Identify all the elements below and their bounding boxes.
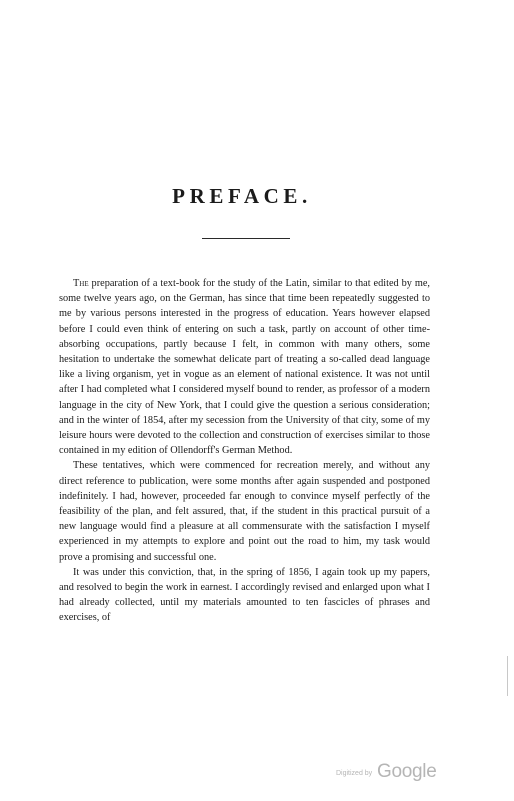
google-logo: Google: [377, 761, 437, 782]
page-title: PREFACE.: [172, 184, 312, 208]
digitization-watermark: [336, 762, 466, 784]
watermark-prefix: Digitized by: [336, 770, 373, 777]
paragraph-3: [59, 565, 430, 626]
paragraph-2: [59, 458, 430, 564]
paragraph-1: [59, 276, 430, 458]
paragraph-1-first-word: The: [73, 278, 89, 289]
paragraph-3-text: It was under this conviction, that, in the spring of 1856, I again took up my papers, and resolved to begin the work in earnest. I accordingly revised and enlarged upon what I had already collected, until my materials amounted to ten fascicles of phrases and exercises, of: [59, 566, 430, 624]
preface-body: [59, 276, 430, 626]
paragraph-2-text: These tentatives, which were commenced for recreation merely, and without any direct reference to publication, were some months after again suspended and postponed indefinitely. I had, however, proceeded far enough to convince myself perfectly of the feasibility of the plan, and felt assured, that, if the student in this practical pursuit of a new language would find a pleasure at all commensurate with the satisfaction I myself experienced in my attempts to explore and point out the road to him, my task would prove a promising and successful one.: [59, 460, 430, 563]
title-divider: [202, 238, 290, 239]
scan-edge-mark: [507, 656, 508, 696]
paragraph-1-text: preparation of a text-book for the study of the Latin, similar to that edited by me, some twelve years ago, on the German, has since that time been repeatedly suggested to me by various persons interested in the progress of education. Years however elapsed before I could even think of entering on such a task, partly on account of other time-absorbing occupations, partly because I felt, in common with many others, some hesitation to undertake the somewhat delicate part of treating a so-called dead language like a living organism, yet in vogue as an element of national existence. It was not until after I had completed what I considered myself bound to render, as professor of a modern language in the city of New York, that I could give the question a serious consideration; and in the winter of 1854, after my secession from the University of that city, some of my leisure hours were devoted to the collection and construction of exercises similar to those contained in my edition of Ollendorff's German Method.: [59, 278, 430, 457]
